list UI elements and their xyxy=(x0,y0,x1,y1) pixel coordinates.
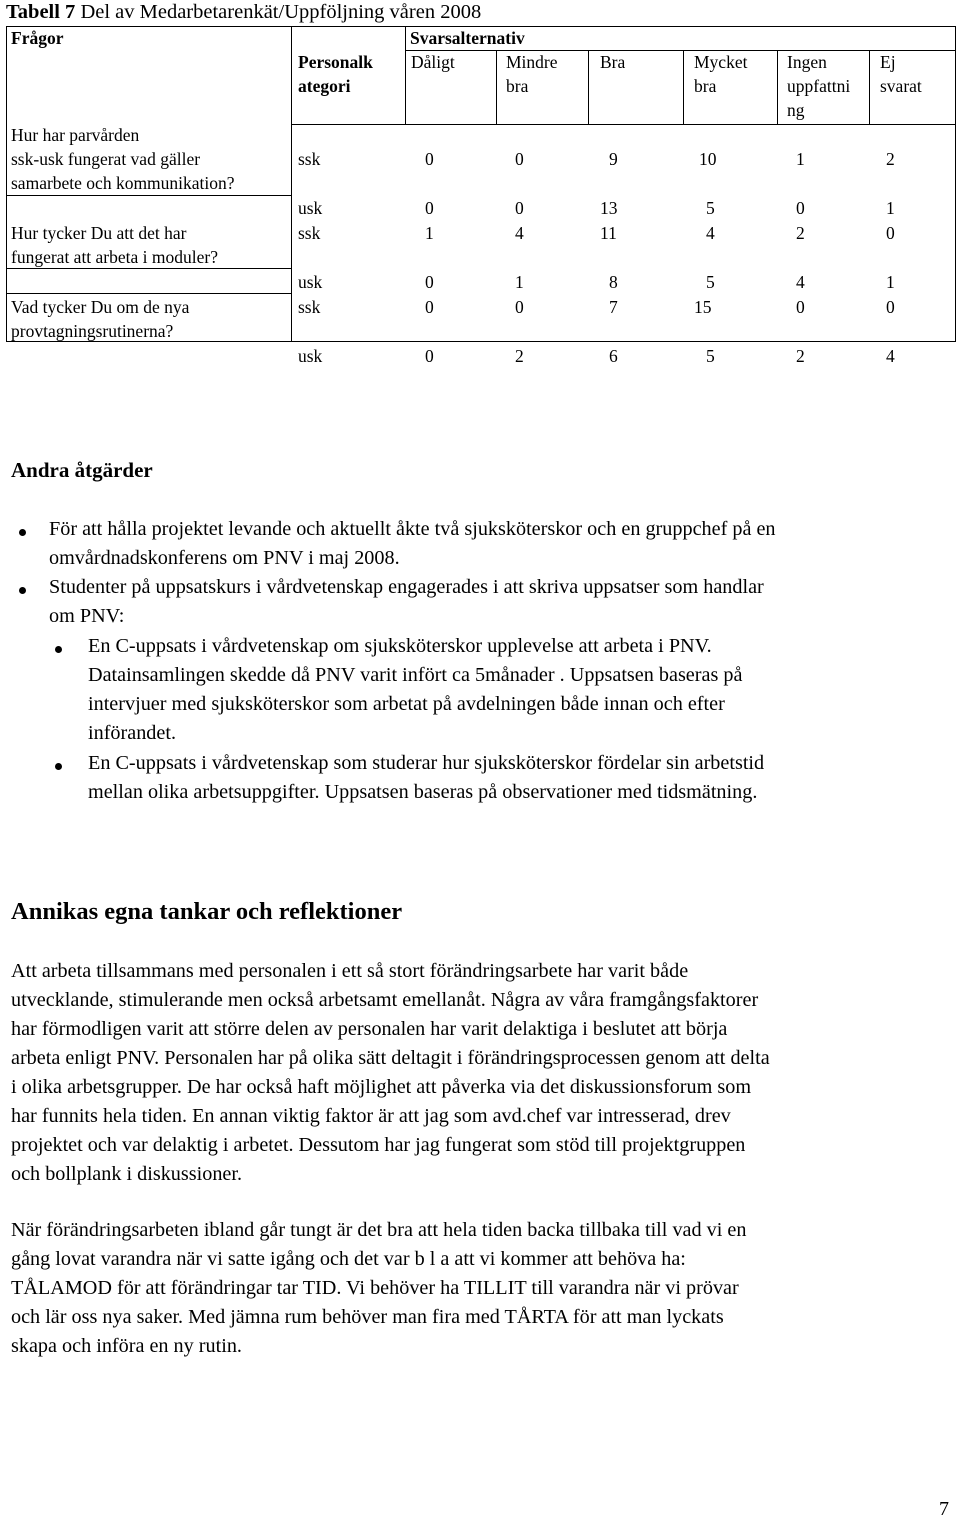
cell-daligt: 0 xyxy=(425,272,434,292)
table-divider-q1 xyxy=(6,195,291,196)
bullet-line: Datainsamlingen skedde då PNV varit infört ca 5månader . Uppsatsen baseras på xyxy=(88,664,743,686)
question-line: provtagningsrutinerna? xyxy=(11,321,174,341)
cell-daligt: 0 xyxy=(425,297,434,317)
category-header xyxy=(298,50,373,98)
cell-mindre-bra: 4 xyxy=(515,223,524,243)
table-divider-questions xyxy=(291,26,292,342)
bullet-line: Studenter på uppsatskurs i vårdvetenskap engagerades i att skriva uppsatser som handlar xyxy=(49,576,764,598)
column-header-mycket-bra xyxy=(694,50,747,98)
cell-ingen-uppfattning: 4 xyxy=(796,272,805,292)
column-header-ingen-uppfattning xyxy=(787,50,850,122)
alternatives-header: Svarsalternativ xyxy=(410,28,525,48)
row-category: usk xyxy=(298,198,323,218)
cell-mindre-bra: 2 xyxy=(515,346,524,366)
row-category: usk xyxy=(298,272,323,292)
cell-bra: 13 xyxy=(600,198,618,218)
cell-ej-svarat: 0 xyxy=(886,223,895,243)
column-header-line: Mycket xyxy=(694,52,748,72)
paragraph-line: När förändringsarbeten ibland går tungt är det bra att hela tiden backa tillbaka till vad vi en xyxy=(11,1219,747,1241)
table-divider-q3 xyxy=(6,293,291,294)
paragraph-line: projektet och var delaktig i arbetet. Dessutom har jag fungerat som stöd till projektgruppen xyxy=(11,1134,746,1156)
paragraph-line: och lär oss nya saker. Med jämna rum behöver man fira med TÅRTA för att man lyckats xyxy=(11,1306,724,1328)
cell-daligt: 0 xyxy=(425,346,434,366)
paragraph-line: har förmodligen varit att större delen av personalen har varit delaktiga i beslutet att börja xyxy=(11,1018,728,1040)
bullet-line: En C-uppsats i vårdvetenskap om sjuksköterskor upplevelse att arbeta i PNV. xyxy=(88,635,712,657)
cell-mycket-bra: 10 xyxy=(699,149,717,169)
bullet-line: En C-uppsats i vårdvetenskap som studerar hur sjuksköterskor fördelar sin arbetstid xyxy=(88,752,765,774)
section-heading-andra-atgarder: Andra åtgärder xyxy=(11,458,153,482)
table-border-left xyxy=(6,26,7,342)
column-header-line: ng xyxy=(787,100,805,120)
column-header-mindre-bra xyxy=(506,50,558,98)
bullet-icon xyxy=(19,587,26,594)
question-line: Vad tycker Du om de nya xyxy=(11,297,190,317)
table-divider-col1 xyxy=(496,50,497,124)
bullet-item-konferens xyxy=(49,515,959,573)
cell-daligt: 1 xyxy=(425,223,434,243)
section-heading-annikas-tankar: Annikas egna tankar och reflektioner xyxy=(11,898,403,925)
column-header-line: Ej xyxy=(880,52,896,72)
paragraph-line: utvecklande, stimulerande men också arbetsamt emellanåt. Några av våra framgångsfaktorer xyxy=(11,989,759,1011)
cell-bra: 9 xyxy=(609,149,618,169)
cell-ej-svarat: 1 xyxy=(886,198,895,218)
question-line: fungerat att arbeta i moduler? xyxy=(11,247,218,267)
bullet-line: om PNV: xyxy=(49,605,125,627)
table-divider-category xyxy=(405,26,406,124)
cell-ingen-uppfattning: 0 xyxy=(796,297,805,317)
cell-mycket-bra: 4 xyxy=(706,223,715,243)
table-divider-alt-header xyxy=(405,50,955,51)
column-header-line: uppfattni xyxy=(787,76,851,96)
cell-ingen-uppfattning: 0 xyxy=(796,198,805,218)
cell-daligt: 0 xyxy=(425,149,434,169)
row-category: usk xyxy=(298,346,323,366)
cell-mycket-bra: 15 xyxy=(694,297,712,317)
cell-bra: 6 xyxy=(609,346,618,366)
column-header-line: bra xyxy=(506,76,529,96)
cell-mindre-bra: 1 xyxy=(515,272,524,292)
table-divider-col2 xyxy=(588,50,589,124)
category-header-line2: ategori xyxy=(298,76,351,96)
paragraph-line: TÅLAMOD för att förändringar tar TID. Vi behöver ha TILLIT till varandra när vi prövar xyxy=(11,1277,739,1299)
category-header-line1: Personalk xyxy=(298,52,373,72)
bullet-icon xyxy=(55,763,62,770)
column-header-line: Bra xyxy=(600,52,626,72)
paragraph-line: i olika arbetsgrupper. De har också haft möjlighet att påverka via det diskussionsforum som xyxy=(11,1076,752,1098)
paragraph-line: gång lovat varandra när vi satte igång och det var b l a att vi kommer att behöva ha: xyxy=(11,1248,686,1270)
column-header-line: bra xyxy=(694,76,717,96)
cell-bra: 11 xyxy=(600,223,617,243)
row-category: ssk xyxy=(298,149,321,169)
table-divider-col4 xyxy=(777,50,778,124)
paragraph-line: och bollplank i diskussioner. xyxy=(11,1163,243,1185)
table-title-label: Tabell 7 xyxy=(6,1,76,23)
questions-header: Frågor xyxy=(11,28,64,48)
paragraph-reflections-1 xyxy=(11,957,956,1189)
cell-ej-svarat: 4 xyxy=(886,346,895,366)
bullet-line: För att hålla projektet levande och aktuellt åkte två sjuksköterskor och en gruppchef på en xyxy=(49,518,776,540)
cell-ej-svarat: 0 xyxy=(886,297,895,317)
row-category: ssk xyxy=(298,297,321,317)
cell-mindre-bra: 0 xyxy=(515,198,524,218)
cell-mindre-bra: 0 xyxy=(515,297,524,317)
column-header-bra xyxy=(600,50,625,74)
cell-ej-svarat: 2 xyxy=(886,149,895,169)
column-header-line: svarat xyxy=(880,76,922,96)
paragraph-line: Att arbeta tillsammans med personalen i ett så stort förändringsarbete har varit både xyxy=(11,960,689,982)
bullet-icon xyxy=(55,646,62,653)
cell-mycket-bra: 5 xyxy=(706,198,715,218)
bullet-line: mellan olika arbetsuppgifter. Uppsatsen baseras på observationer med tidsmätning. xyxy=(88,781,758,803)
table-divider-col5 xyxy=(869,50,870,124)
cell-ej-svarat: 1 xyxy=(886,272,895,292)
cell-daligt: 0 xyxy=(425,198,434,218)
table-title-text: Del av Medarbetarenkät/Uppföljning våren 2008 xyxy=(75,1,482,23)
row-category: ssk xyxy=(298,223,321,243)
subbullet-item-cuppsats-1 xyxy=(88,632,958,748)
table-divider-header xyxy=(291,124,956,125)
bullet-line: införandet. xyxy=(88,722,177,744)
column-header-line: Mindre xyxy=(506,52,558,72)
survey-table xyxy=(0,0,960,345)
question-1 xyxy=(11,123,235,195)
table-divider-col3 xyxy=(683,50,684,124)
question-2 xyxy=(11,221,218,269)
column-header-ej-svarat xyxy=(880,50,922,98)
table-title xyxy=(6,0,481,24)
cell-bra: 8 xyxy=(609,272,618,292)
bullet-line: intervjuer med sjuksköterskor som arbetat på avdelningen både innan och efter xyxy=(88,693,725,715)
table-border-right xyxy=(955,26,956,342)
question-line: ssk-usk fungerat vad gäller xyxy=(11,149,201,169)
question-line: Hur tycker Du att det har xyxy=(11,223,187,243)
subbullet-item-cuppsats-2 xyxy=(88,749,958,807)
bullet-icon xyxy=(19,529,26,536)
question-line: samarbete och kommunikation? xyxy=(11,173,235,193)
column-header-line: Dåligt xyxy=(411,52,455,72)
bullet-line: omvårdnadskonferens om PNV i maj 2008. xyxy=(49,547,400,569)
cell-mindre-bra: 0 xyxy=(515,149,524,169)
paragraph-line: skapa och införa en ny rutin. xyxy=(11,1335,242,1357)
page-number: 7 xyxy=(939,1498,949,1520)
cell-ingen-uppfattning: 2 xyxy=(796,346,805,366)
cell-ingen-uppfattning: 1 xyxy=(796,149,805,169)
cell-mycket-bra: 5 xyxy=(706,346,715,366)
paragraph-line: arbeta enligt PNV. Personalen har på olika sätt deltagit i förändringsprocessen genom att delta xyxy=(11,1047,770,1069)
cell-mycket-bra: 5 xyxy=(706,272,715,292)
column-header-line: Ingen xyxy=(787,52,827,72)
bullet-item-studenter xyxy=(49,573,959,631)
paragraph-line: har funnits hela tiden. En annan viktig faktor är att jag som avd.chef var intresserad, drev xyxy=(11,1105,731,1127)
cell-ingen-uppfattning: 2 xyxy=(796,223,805,243)
question-3 xyxy=(11,295,189,343)
question-line: Hur har parvården xyxy=(11,125,140,145)
cell-bra: 7 xyxy=(609,297,618,317)
column-header-daligt xyxy=(411,50,455,74)
paragraph-reflections-2 xyxy=(11,1216,956,1361)
